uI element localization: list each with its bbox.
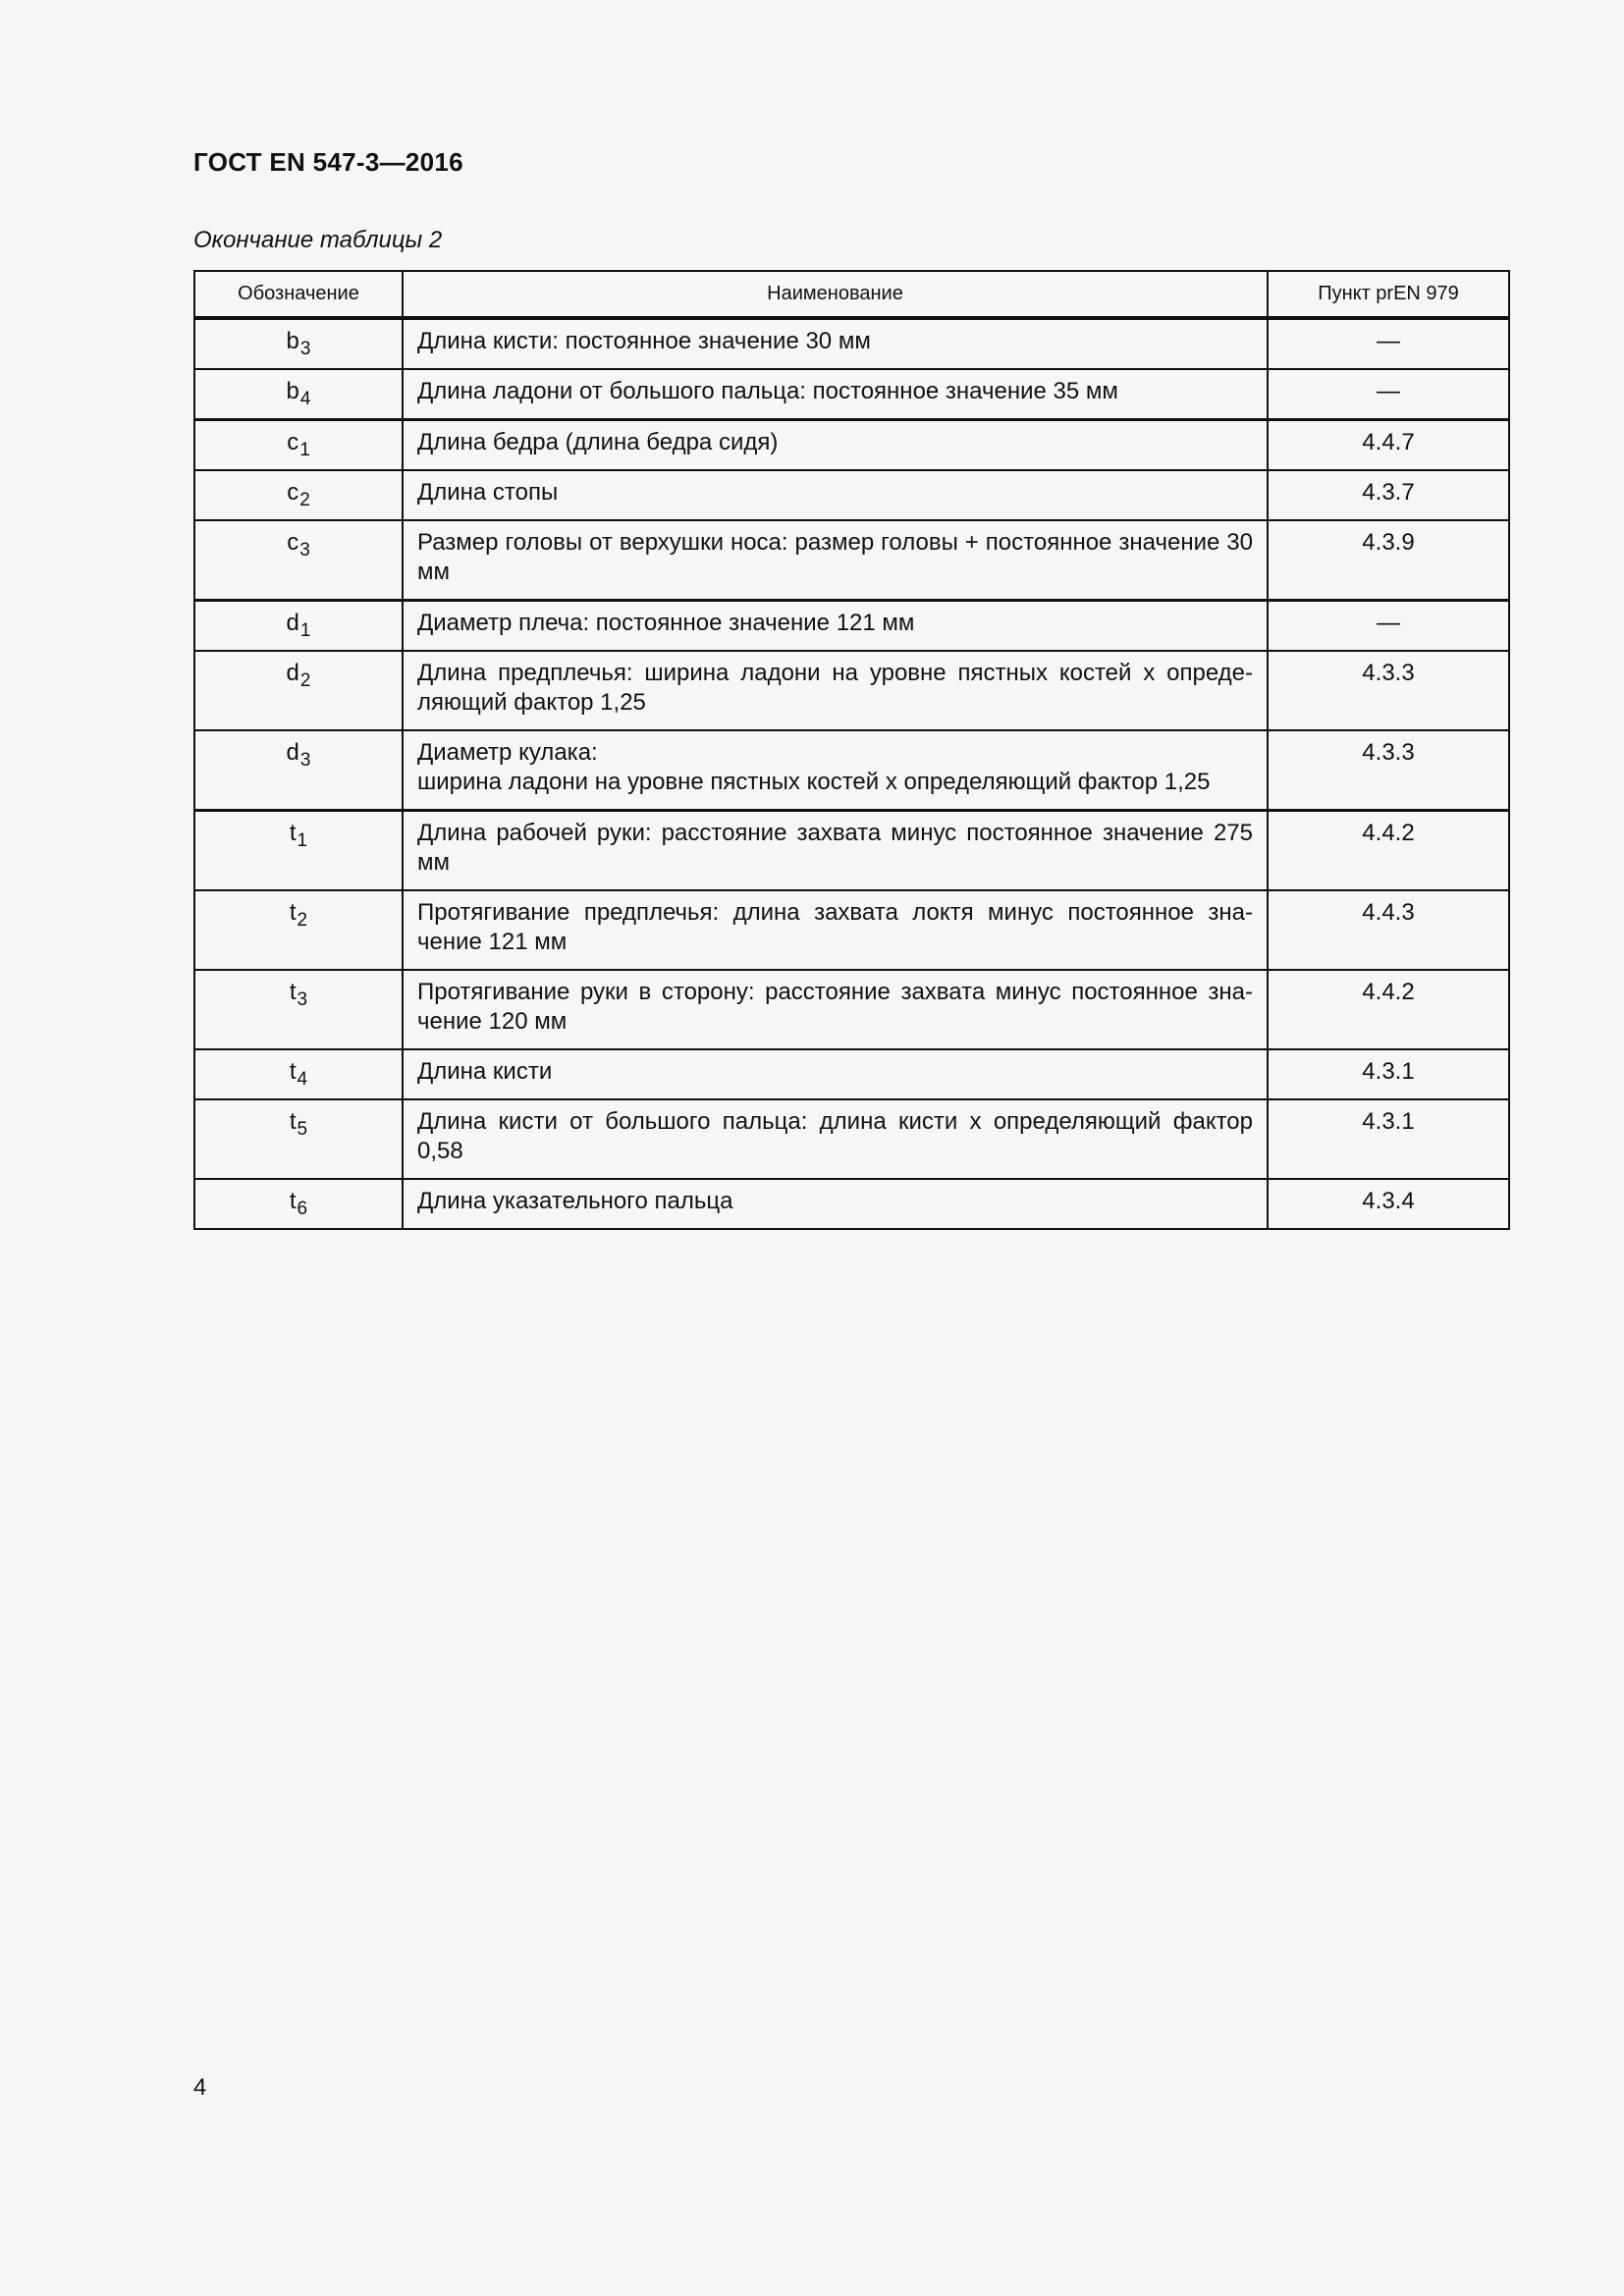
name-cell: Длина предплечья: ширина ладони на уровне пястных костей х определяющий фактор 1,25	[403, 651, 1268, 730]
clause-cell: 4.3.9	[1268, 520, 1509, 601]
table-row	[194, 1099, 1509, 1179]
symbol-subscript: 2	[299, 670, 311, 691]
symbol-subscript: 3	[299, 339, 311, 359]
name-cell: Длина кисти от большого пальца: длина кисти х определяющий фактор 0,58	[403, 1099, 1268, 1179]
symbol-subscript: 3	[297, 989, 308, 1010]
symbol-subscript: 1	[297, 830, 308, 851]
clause-cell: —	[1268, 318, 1509, 369]
clause-cell: 4.4.2	[1268, 970, 1509, 1049]
table-header-row	[194, 271, 1509, 318]
symbol-letter: b	[286, 328, 299, 354]
document-header: ГОСТ EN 547-3—2016	[193, 147, 463, 177]
symbol-letter: t	[289, 979, 297, 1005]
symbol-subscript: 2	[299, 490, 310, 510]
symbol-cell	[194, 970, 403, 1049]
symbol-cell	[194, 420, 403, 471]
name-cell: Длина бедра (длина бедра сидя)	[403, 420, 1268, 471]
symbol-cell	[194, 890, 403, 970]
table-row	[194, 730, 1509, 811]
symbol-letter: b	[286, 378, 299, 404]
name-cell: Длина кисти: постоянное значение 30 мм	[403, 318, 1268, 369]
symbol-cell	[194, 1099, 403, 1179]
clause-cell: 4.3.7	[1268, 470, 1509, 520]
symbol-subscript: 3	[299, 540, 310, 561]
symbol-subscript: 6	[297, 1199, 308, 1219]
table-caption: Окончание таблицы 2	[193, 227, 443, 253]
symbol-letter: c	[287, 529, 299, 556]
symbol-cell	[194, 1179, 403, 1229]
table-row	[194, 520, 1509, 601]
symbol-letter: c	[287, 429, 299, 455]
clause-cell: 4.3.1	[1268, 1099, 1509, 1179]
page-number: 4	[193, 2074, 207, 2101]
name-cell: Протягивание руки в сторону: расстояние захвата минус постоянное значение 120 мм	[403, 970, 1268, 1049]
symbol-cell	[194, 470, 403, 520]
symbol-subscript: 1	[299, 440, 310, 460]
symbol-subscript: 5	[297, 1119, 308, 1140]
column-header-name: Наименование	[403, 271, 1268, 318]
clause-cell: —	[1268, 369, 1509, 420]
clause-cell: 4.4.7	[1268, 420, 1509, 471]
clause-cell: 4.3.3	[1268, 730, 1509, 811]
column-header-clause: Пункт prEN 979	[1268, 271, 1509, 318]
table-row	[194, 1049, 1509, 1099]
name-cell: Диаметр кулака: ширина ладони на уровне пястных костей х определяющий фактор 1,25	[403, 730, 1268, 811]
name-cell: Длина указательного пальца	[403, 1179, 1268, 1229]
symbol-subscript: 1	[299, 620, 311, 641]
symbol-subscript: 2	[297, 910, 308, 931]
name-cell: Длина кисти	[403, 1049, 1268, 1099]
symbol-subscript: 4	[299, 389, 311, 409]
column-header-symbol: Обозначение	[194, 271, 403, 318]
table-row	[194, 420, 1509, 471]
clause-cell: 4.3.3	[1268, 651, 1509, 730]
symbols-table	[193, 270, 1510, 1230]
symbol-letter: t	[289, 1058, 297, 1085]
symbol-letter: t	[289, 1108, 297, 1135]
symbol-cell	[194, 730, 403, 811]
clause-cell: 4.4.3	[1268, 890, 1509, 970]
name-cell: Размер головы от верхушки носа: размер головы + постоянное значение 30 мм	[403, 520, 1268, 601]
name-cell: Протягивание предплечья: длина захвата локтя минус постоянное значение 121 мм	[403, 890, 1268, 970]
table-row	[194, 470, 1509, 520]
symbol-subscript: 4	[297, 1069, 308, 1090]
clause-cell: 4.3.4	[1268, 1179, 1509, 1229]
symbol-cell	[194, 369, 403, 420]
name-cell: Длина рабочей руки: расстояние захвата минус постоянное значение 275 мм	[403, 811, 1268, 891]
symbol-letter: t	[289, 899, 297, 926]
symbol-cell	[194, 520, 403, 601]
table-row	[194, 651, 1509, 730]
name-cell: Длина стопы	[403, 470, 1268, 520]
symbol-letter: d	[286, 739, 299, 766]
table-row	[194, 318, 1509, 369]
symbol-cell	[194, 601, 403, 652]
table-row	[194, 811, 1509, 891]
symbol-cell	[194, 318, 403, 369]
table-body	[194, 318, 1509, 1229]
symbol-letter: c	[287, 479, 299, 506]
table-row	[194, 890, 1509, 970]
table-row	[194, 369, 1509, 420]
clause-cell: —	[1268, 601, 1509, 652]
name-cell: Диаметр плеча: постоянное значение 121 мм	[403, 601, 1268, 652]
symbol-letter: d	[286, 660, 299, 686]
symbol-cell	[194, 811, 403, 891]
symbol-cell	[194, 1049, 403, 1099]
table-row	[194, 970, 1509, 1049]
symbol-cell	[194, 651, 403, 730]
symbol-letter: d	[286, 610, 299, 636]
clause-cell: 4.3.1	[1268, 1049, 1509, 1099]
symbol-letter: t	[289, 820, 297, 846]
name-cell: Длина ладони от большого пальца: постоянное значение 35 мм	[403, 369, 1268, 420]
clause-cell: 4.4.2	[1268, 811, 1509, 891]
symbol-subscript: 3	[299, 750, 311, 771]
table-row	[194, 601, 1509, 652]
table-row	[194, 1179, 1509, 1229]
symbol-letter: t	[289, 1188, 297, 1214]
